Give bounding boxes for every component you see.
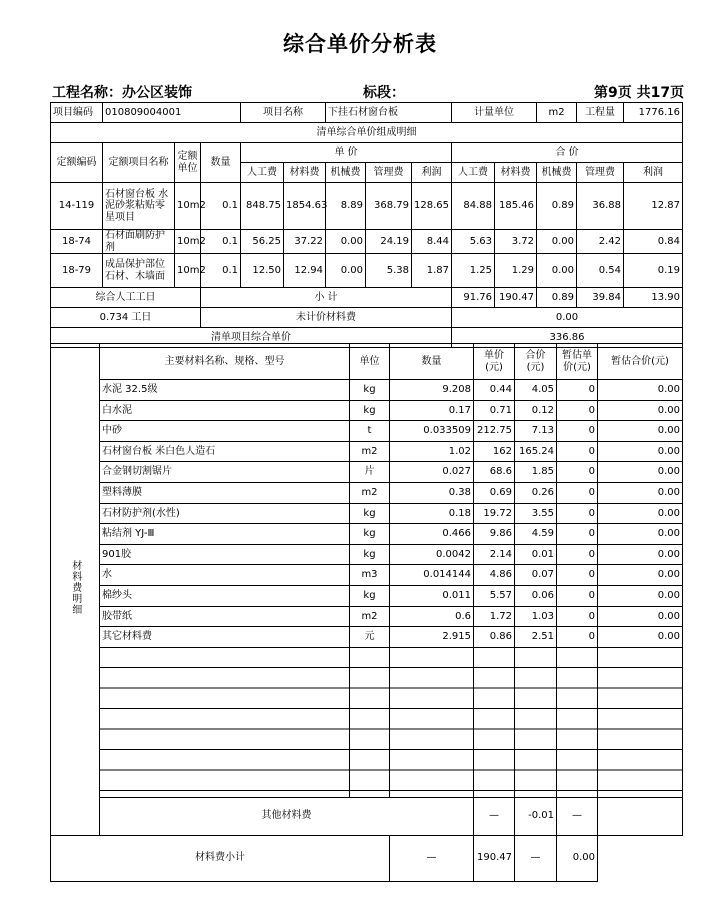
t-labor-header: 人工费 (452, 163, 495, 183)
quota-code: 18-79 (51, 254, 103, 288)
subtotal-machine: 0.89 (537, 288, 577, 308)
mat-total-header: 合价(元) (515, 344, 557, 380)
material-row (51, 421, 683, 442)
material-unit: kg (350, 585, 390, 606)
material-price: 5.57 (474, 585, 515, 606)
material-qty: 0.027 (390, 462, 474, 483)
subtotal-total: 190.47 (474, 835, 515, 881)
material-name: 塑料薄膜 (100, 482, 350, 503)
material-unit: m2 (350, 606, 390, 627)
quota-unit: 10m2 (175, 230, 201, 254)
unpriced-value: 0.00 (452, 308, 683, 328)
material-name: 901胶 (100, 544, 350, 565)
material-est-price: 0 (557, 441, 598, 462)
up-mgmt: 368.79 (366, 183, 412, 230)
material-name: 胶带纸 (100, 606, 350, 627)
materials-subtotal-label: 材料费小计 (51, 835, 390, 881)
t-labor: 84.88 (452, 183, 495, 230)
quota-row (51, 183, 683, 230)
material-total: 3.55 (515, 503, 557, 524)
material-row (51, 544, 683, 565)
material-total: 4.59 (515, 524, 557, 545)
quota-code: 18-74 (51, 230, 103, 254)
material-qty: 0.011 (390, 585, 474, 606)
material-qty: 9.208 (390, 380, 474, 401)
other-est-total (598, 797, 683, 835)
empty-rows-area (51, 647, 683, 797)
t-mgmt: 36.88 (577, 183, 624, 230)
material-qty: 0.17 (390, 400, 474, 421)
material-name: 石材窗台板 米白色人造石 (100, 441, 350, 462)
project-name: 工程名称：办公区装饰 (52, 85, 192, 101)
material-name: 石材防护剂(水性) (100, 503, 350, 524)
quota-unit-header: 定额单位 (175, 143, 201, 183)
material-name: 棉纱头 (100, 585, 350, 606)
material-est-total: 0.00 (598, 524, 683, 545)
up-material: 12.94 (284, 254, 326, 288)
material-total: 0.12 (515, 400, 557, 421)
up-profit: 8.44 (412, 230, 452, 254)
quota-code: 14-119 (51, 183, 103, 230)
mat-price-header: 单价(元) (474, 344, 515, 380)
material-row (51, 380, 683, 401)
empty-cell (474, 647, 515, 797)
t-material-header: 材料费 (495, 163, 537, 183)
material-name: 其它材料费 (100, 627, 350, 648)
material-total: 0.01 (515, 544, 557, 565)
up-machine: 0.00 (326, 254, 366, 288)
other-est-price: — (557, 797, 598, 835)
quota-row (51, 230, 683, 254)
material-unit: m2 (350, 482, 390, 503)
mat-est-total-header: 暂估合价(元) (598, 344, 683, 380)
up-profit-header: 利润 (412, 163, 452, 183)
mat-est-price-header: 暂估单价(元) (557, 344, 598, 380)
unit-value: m2 (537, 103, 577, 123)
material-row (51, 627, 683, 648)
material-row (51, 606, 683, 627)
labor-days-value: 0.734 工日 (51, 308, 201, 328)
material-total: 1.03 (515, 606, 557, 627)
material-est-total: 0.00 (598, 627, 683, 648)
material-qty: 0.18 (390, 503, 474, 524)
composition-title: 清单综合单价组成明细 (51, 123, 683, 143)
up-machine: 0.00 (326, 230, 366, 254)
material-est-price: 0 (557, 627, 598, 648)
quota-name-header: 定额项目名称 (103, 143, 175, 183)
t-mgmt: 2.42 (577, 230, 624, 254)
t-machine: 0.89 (537, 183, 577, 230)
material-unit: kg (350, 544, 390, 565)
material-price: 162 (474, 441, 515, 462)
material-total: 0.26 (515, 482, 557, 503)
material-row (51, 565, 683, 586)
material-unit: kg (350, 400, 390, 421)
up-labor: 56.25 (241, 230, 284, 254)
empty-cell (515, 647, 557, 797)
material-unit: kg (350, 503, 390, 524)
material-unit: kg (350, 524, 390, 545)
material-unit: kg (350, 380, 390, 401)
material-est-total: 0.00 (598, 503, 683, 524)
unpriced-label: 未计价材料费 (201, 308, 452, 328)
material-price: 4.86 (474, 565, 515, 586)
material-name: 粘结剂 YJ-Ⅲ (100, 524, 350, 545)
material-qty: 0.6 (390, 606, 474, 627)
t-mgmt-header: 管理费 (577, 163, 624, 183)
subtotal-price: — (390, 835, 474, 881)
material-row (51, 441, 683, 462)
material-est-total: 0.00 (598, 482, 683, 503)
material-name: 合金钢切割锯片 (100, 462, 350, 483)
material-row (51, 585, 683, 606)
subtotal-material: 190.47 (495, 288, 537, 308)
up-material: 37.22 (284, 230, 326, 254)
materials-subtotal-row (51, 835, 683, 881)
material-name: 水 (100, 565, 350, 586)
material-qty: 0.014144 (390, 565, 474, 586)
material-price: 0.44 (474, 380, 515, 401)
t-material: 3.72 (495, 230, 537, 254)
item-code-label: 项目编码 (51, 103, 103, 123)
subtotal-mgmt: 39.84 (577, 288, 624, 308)
material-total: 7.13 (515, 421, 557, 442)
material-est-price: 0 (557, 565, 598, 586)
material-est-price: 0 (557, 606, 598, 627)
subtotal-profit: 13.90 (624, 288, 683, 308)
up-mgmt-header: 管理费 (366, 163, 412, 183)
material-total: 1.85 (515, 462, 557, 483)
material-qty: 0.0042 (390, 544, 474, 565)
t-profit: 0.84 (624, 230, 683, 254)
material-est-price: 0 (557, 585, 598, 606)
item-name-label: 项目名称 (241, 103, 326, 123)
up-labor: 12.50 (241, 254, 284, 288)
up-machine-header: 机械费 (326, 163, 366, 183)
section-label: 标段： (363, 85, 405, 101)
quota-unit: 10m2 (175, 183, 201, 230)
material-qty: 0.466 (390, 524, 474, 545)
material-est-total: 0.00 (598, 544, 683, 565)
material-est-total: 0.00 (598, 400, 683, 421)
unit-label: 计量单位 (452, 103, 537, 123)
qty-value: 1776.16 (624, 103, 683, 123)
quota-name: 成品保护部位 石材、木墙面 (103, 254, 175, 288)
material-price: 1.72 (474, 606, 515, 627)
material-name: 水泥 32.5级 (100, 380, 350, 401)
t-machine-header: 机械费 (537, 163, 577, 183)
material-unit: 片 (350, 462, 390, 483)
material-qty: 0.033509 (390, 421, 474, 442)
material-total: 2.51 (515, 627, 557, 648)
other-total: -0.01 (515, 797, 557, 835)
empty-cell (350, 647, 390, 797)
quota-unit: 10m2 (175, 254, 201, 288)
mat-qty-header: 数量 (390, 344, 474, 380)
material-est-price: 0 (557, 544, 598, 565)
material-total: 4.05 (515, 380, 557, 401)
quota-qty: 0.1 (201, 183, 241, 230)
material-est-price: 0 (557, 524, 598, 545)
material-qty: 2.915 (390, 627, 474, 648)
up-material-header: 材料费 (284, 163, 326, 183)
up-profit: 1.87 (412, 254, 452, 288)
materials-header-row (51, 344, 683, 380)
material-est-total: 0.00 (598, 565, 683, 586)
material-total: 0.06 (515, 585, 557, 606)
empty-cell (598, 647, 683, 797)
material-unit: t (350, 421, 390, 442)
quota-code-header: 定额编码 (51, 143, 103, 183)
material-est-total: 0.00 (598, 380, 683, 401)
t-mgmt: 0.54 (577, 254, 624, 288)
subtotal-label: 小 计 (201, 288, 452, 308)
item-code: 010809004001 (103, 103, 241, 123)
t-profit-header: 利润 (624, 163, 683, 183)
mat-name-header: 主要材料名称、规格、型号 (100, 344, 350, 380)
material-row (51, 482, 683, 503)
material-qty: 0.38 (390, 482, 474, 503)
unit-price-value: 336.86 (452, 328, 683, 348)
mat-unit-header: 单位 (350, 344, 390, 380)
subtotal-est-price: — (515, 835, 557, 881)
page-number: 第9页 共17页 (594, 85, 685, 101)
material-est-price: 0 (557, 421, 598, 442)
material-price: 2.14 (474, 544, 515, 565)
material-qty: 1.02 (390, 441, 474, 462)
material-est-price: 0 (557, 482, 598, 503)
material-name: 白水泥 (100, 400, 350, 421)
material-est-price: 0 (557, 503, 598, 524)
material-est-price: 0 (557, 462, 598, 483)
t-machine: 0.00 (537, 230, 577, 254)
material-price: 0.86 (474, 627, 515, 648)
material-est-total: 0.00 (598, 421, 683, 442)
up-labor-header: 人工费 (241, 163, 284, 183)
empty-cell (390, 647, 474, 797)
material-row (51, 400, 683, 421)
quota-name: 石材面刷防护剂 (103, 230, 175, 254)
material-est-total: 0.00 (598, 585, 683, 606)
labor-days-label: 综合人工工日 (51, 288, 201, 308)
unit-price-label: 清单项目综合单价 (51, 328, 452, 348)
up-material: 1854.63 (284, 183, 326, 230)
material-est-price: 0 (557, 380, 598, 401)
t-profit: 0.19 (624, 254, 683, 288)
up-mgmt: 5.38 (366, 254, 412, 288)
quota-name: 石材窗台板 水泥砂浆粘贴零星项目 (103, 183, 175, 230)
item-name: 下挂石材窗台板 (326, 103, 452, 123)
material-est-total: 0.00 (598, 441, 683, 462)
material-total: 165.24 (515, 441, 557, 462)
quota-qty: 0.1 (201, 254, 241, 288)
up-profit: 128.65 (412, 183, 452, 230)
material-total: 0.07 (515, 565, 557, 586)
material-price: 68.6 (474, 462, 515, 483)
material-row (51, 524, 683, 545)
item-info-row (51, 103, 683, 123)
unit-price-header: 单 价 (241, 143, 452, 163)
material-unit: m3 (350, 565, 390, 586)
material-est-total: 0.00 (598, 462, 683, 483)
material-price: 19.72 (474, 503, 515, 524)
unpriced-row (51, 308, 683, 328)
quota-qty: 0.1 (201, 230, 241, 254)
materials-table (50, 343, 683, 882)
other-materials-label: 其他材料费 (100, 797, 474, 835)
quantity-header: 数量 (201, 143, 241, 183)
material-row (51, 462, 683, 483)
qty-label: 工程量 (577, 103, 624, 123)
subtotal-est-total: 0.00 (557, 835, 598, 881)
t-machine: 0.00 (537, 254, 577, 288)
material-unit: m2 (350, 441, 390, 462)
other-price: — (474, 797, 515, 835)
up-machine: 8.89 (326, 183, 366, 230)
material-price: 9.86 (474, 524, 515, 545)
t-material: 1.29 (495, 254, 537, 288)
material-unit: 元 (350, 627, 390, 648)
t-material: 185.46 (495, 183, 537, 230)
material-price: 0.71 (474, 400, 515, 421)
material-row (51, 503, 683, 524)
empty-cell (557, 647, 598, 797)
materials-side-text: 材料费明细 (69, 560, 81, 616)
page-title: 综合单价分析表 (283, 32, 437, 56)
quota-row (51, 254, 683, 288)
t-profit: 12.87 (624, 183, 683, 230)
composition-table (50, 102, 683, 348)
subtotal-row (51, 288, 683, 308)
other-materials-row (51, 797, 683, 835)
subtotal-labor: 91.76 (452, 288, 495, 308)
material-est-price: 0 (557, 400, 598, 421)
material-name: 中砂 (100, 421, 350, 442)
t-labor: 5.63 (452, 230, 495, 254)
materials-side-label (51, 344, 100, 836)
up-mgmt: 24.19 (366, 230, 412, 254)
total-price-header: 合 价 (452, 143, 683, 163)
material-price: 212.75 (474, 421, 515, 442)
t-labor: 1.25 (452, 254, 495, 288)
empty-cell (100, 647, 350, 797)
up-labor: 848.75 (241, 183, 284, 230)
material-est-total: 0.00 (598, 606, 683, 627)
material-price: 0.69 (474, 482, 515, 503)
